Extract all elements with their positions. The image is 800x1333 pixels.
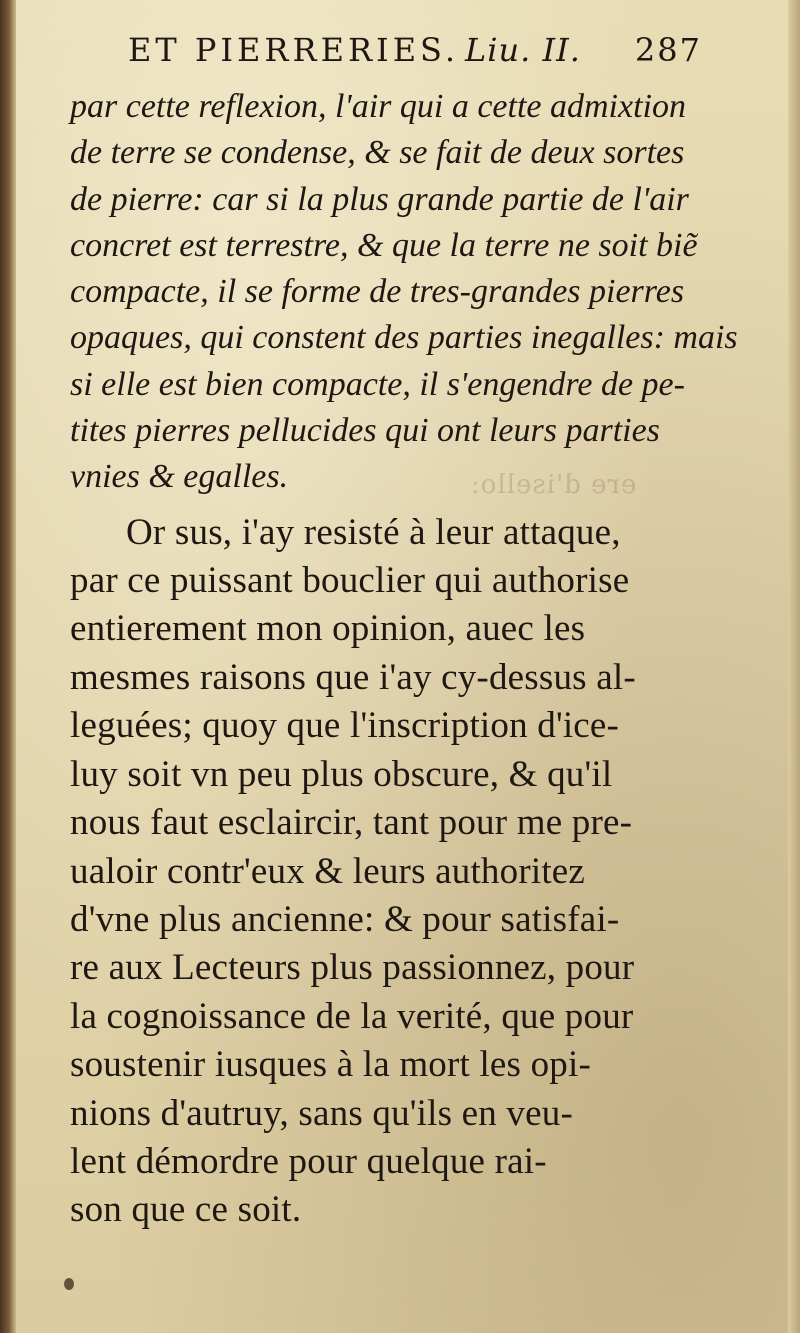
page-gutter-edge — [0, 0, 16, 1333]
running-head-title: ET PIERRERIES. — [128, 31, 459, 69]
text-line: compacte, il se forme de tres-grandes pierres — [70, 273, 685, 311]
text-line: Or sus, i'ay resisté à leur attaque, — [126, 511, 621, 553]
italic-paragraph — [70, 84, 738, 501]
text-line: nions d'autruy, sans qu'ils en veu- — [70, 1092, 573, 1134]
roman-paragraph — [70, 509, 730, 1235]
show-through-text: ere d'isello: — [470, 470, 637, 500]
text-line: ualoir contr'eux & leurs authoritez — [70, 850, 586, 892]
page-text — [70, 18, 738, 1235]
text-line: son que ce soit. — [70, 1189, 302, 1231]
text-line: soustenir iusques à la mort les opi- — [70, 1044, 592, 1086]
text-line: de pierre: car si la plus grande partie de l'air — [70, 180, 689, 218]
page-number: 287 — [634, 31, 702, 69]
page-header — [70, 18, 730, 78]
text-line: luy soit vn peu plus obscure, & qu'il — [70, 753, 613, 795]
text-line: d'vne plus ancienne: & pour satisfai- — [70, 898, 620, 940]
text-line: lent démordre pour quelque rai- — [70, 1140, 547, 1182]
text-line: nous faut esclaircir, tant pour me pre- — [70, 802, 633, 844]
text-line: leguées; quoy que l'inscription d'ice- — [70, 705, 620, 747]
book-reference: Liu. II. — [465, 31, 581, 69]
text-line: de terre se condense, & se fait de deux sortes — [70, 134, 685, 172]
text-line: mesmes raisons que i'ay cy-dessus al- — [70, 656, 636, 698]
text-line: la cognoissance de la verité, que pour — [70, 995, 634, 1037]
text-line: opaques, qui constent des parties inegalles: mais — [70, 319, 738, 357]
text-line: concret est terrestre, & que la terre ne soit biẽ — [70, 226, 698, 264]
text-line: re aux Lecteurs plus passionnez, pour — [70, 947, 635, 989]
running-head — [128, 30, 581, 70]
text-line: si elle est bien compacte, il s'engendre de pe- — [70, 365, 685, 403]
page-fore-edge — [788, 0, 800, 1333]
ink-spot — [64, 1278, 74, 1290]
text-line: entierement mon opinion, auec les — [70, 608, 586, 650]
text-line: par cette reflexion, l'air qui a cette admixtion — [70, 88, 686, 125]
text-line: tites pierres pellucides qui ont leurs parties — [70, 412, 660, 450]
text-line: vnies & egalles. — [70, 458, 289, 496]
text-line: par ce puissant bouclier qui authorise — [70, 560, 630, 602]
